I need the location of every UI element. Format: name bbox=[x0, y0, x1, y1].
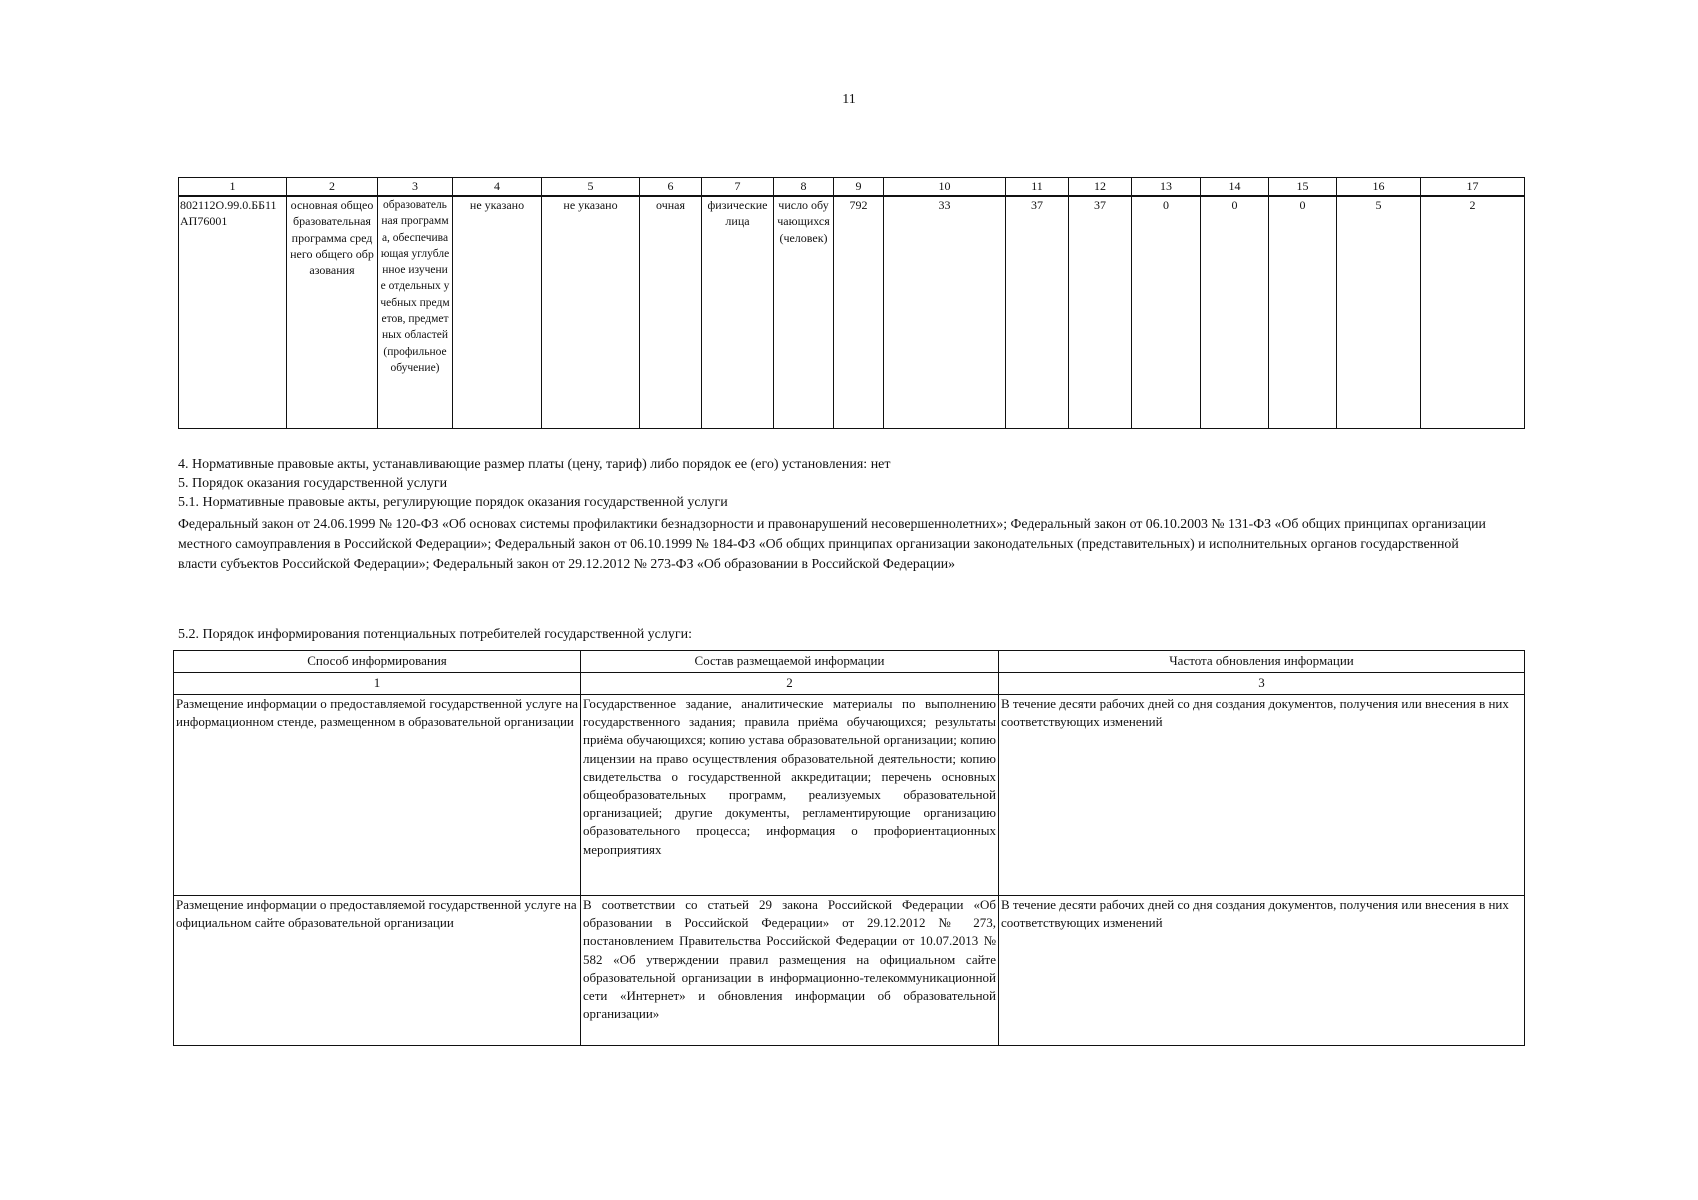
indicators-table bbox=[178, 177, 1525, 429]
col-number: 10 bbox=[884, 178, 1006, 197]
cell: 5 bbox=[1337, 196, 1421, 429]
page-number: 11 bbox=[842, 92, 856, 107]
col-number: 11 bbox=[1006, 178, 1069, 197]
table-header-row bbox=[174, 651, 1525, 673]
col-number: 14 bbox=[1201, 178, 1269, 197]
table-header-row bbox=[179, 178, 1525, 197]
informing-table bbox=[173, 650, 1525, 1046]
cell: очная bbox=[640, 196, 702, 429]
cell-method: Размещение информации о предоставляемой государственной услуге на информационном стенде, размещенном в образовательной организации bbox=[174, 695, 581, 896]
col-number: 7 bbox=[702, 178, 774, 197]
table-row bbox=[174, 896, 1525, 1046]
col-number: 12 bbox=[1069, 178, 1132, 197]
table-number-row bbox=[174, 673, 1525, 695]
cell: 2 bbox=[1421, 196, 1525, 429]
cell: не указано bbox=[453, 196, 542, 429]
cell: не указано bbox=[542, 196, 640, 429]
cell-program: основная общеобразовательная программа среднего общего образования bbox=[287, 196, 378, 429]
col-number: 8 bbox=[774, 178, 834, 197]
cell: 37 bbox=[1006, 196, 1069, 429]
cell-method: Размещение информации о предоставляемой государственной услуге на официальном сайте образовательной организации bbox=[174, 896, 581, 1046]
col-number: 13 bbox=[1132, 178, 1201, 197]
registry-code: 802112О.99.0.ББ11АП76001 bbox=[179, 196, 287, 429]
table-row bbox=[174, 695, 1525, 896]
section-5-2: 5.2. Порядок информирования потенциальных потребителей государственной услуги: bbox=[178, 627, 693, 642]
cell-frequency: В течение десяти рабочих дней со дня создания документов, получения или внесения в них соответствующих изменений bbox=[999, 695, 1525, 896]
section-5: 5. Порядок оказания государственной услуги bbox=[178, 476, 448, 491]
col-number: 5 bbox=[542, 178, 640, 197]
header-frequency: Частота обновления информации bbox=[999, 651, 1525, 673]
cell-indicator: число обучающихся (человек) bbox=[774, 196, 834, 429]
col-number: 3 bbox=[378, 178, 453, 197]
col-number: 16 bbox=[1337, 178, 1421, 197]
section-5-1-text: Федеральный закон от 24.06.1999 № 120-ФЗ «Об основах системы профилактики безнадзорности и правонарушений несовершеннолетних»; Федеральный закон от 06.10.2003 № 131-ФЗ «Об общих принципах организации местного самоуправления в Российской Федерации»; Федеральный закон от 06.10.1999 № 184-ФЗ «Об общих принципах организации законодательных (представительных) и исполнительных органов государственной власти субъектов Российской Федерации»; Федеральный закон от 29.12.2012 № 273-ФЗ «Об образовании в Российской Федерации» bbox=[178, 516, 1486, 571]
cell: 0 bbox=[1201, 196, 1269, 429]
col-number: 2 bbox=[287, 178, 378, 197]
col-number: 1 bbox=[179, 178, 287, 197]
section-5-1: 5.1. Нормативные правовые акты, регулирующие порядок оказания государственной услуги bbox=[178, 495, 728, 510]
cell: 0 bbox=[1269, 196, 1337, 429]
col-number: 15 bbox=[1269, 178, 1337, 197]
section-4: 4. Нормативные правовые акты, устанавливающие размер платы (цену, тариф) либо порядок ее (его) установления: нет bbox=[178, 457, 891, 472]
cell-content: Государственное задание, аналитические материалы по выполнению государственного задания; правила приёма обучающихся; результаты приёма обучающихся; копию устава образовательной организации; копию лицензии на право осуществления образовательной деятельности; копию свидетельства о государственной аккредитации; перечень основных общеобразовательных программ, реализуемых образовательной организацией; другие документы, регламентирующие организацию образовательного процесса; информация о профориентационных мероприятиях bbox=[581, 695, 999, 896]
col-number: 17 bbox=[1421, 178, 1525, 197]
cell-frequency: В течение десяти рабочих дней со дня создания документов, получения или внесения в них соответствующих изменений bbox=[999, 896, 1525, 1046]
cell: 33 bbox=[884, 196, 1006, 429]
cell-content: В соответствии со статьей 29 закона Российской Федерации «Об образовании в Российской Федерации» от 29.12.2012 № 273, постановлением Правительства Российской Федерации от 10.07.2013 № 582 «Об утверждении правил размещения на официальном сайте образовательной организации в информационно-телекоммуникационной сети «Интернет» и обновления информации об образовательной организации» bbox=[581, 896, 999, 1046]
cell: физические лица bbox=[702, 196, 774, 429]
col-number: 2 bbox=[581, 673, 999, 695]
col-number: 4 bbox=[453, 178, 542, 197]
cell-program-type: образовательная программа, обеспечивающая углубленное изучение отдельных учебных предметов, предметных областей (профильное обучение) bbox=[378, 196, 453, 429]
col-number: 1 bbox=[174, 673, 581, 695]
cell: 37 bbox=[1069, 196, 1132, 429]
col-number: 9 bbox=[834, 178, 884, 197]
col-number: 6 bbox=[640, 178, 702, 197]
header-method: Способ информирования bbox=[174, 651, 581, 673]
cell: 0 bbox=[1132, 196, 1201, 429]
header-content: Состав размещаемой информации bbox=[581, 651, 999, 673]
table-row bbox=[179, 196, 1525, 429]
col-number: 3 bbox=[999, 673, 1525, 695]
cell: 792 bbox=[834, 196, 884, 429]
